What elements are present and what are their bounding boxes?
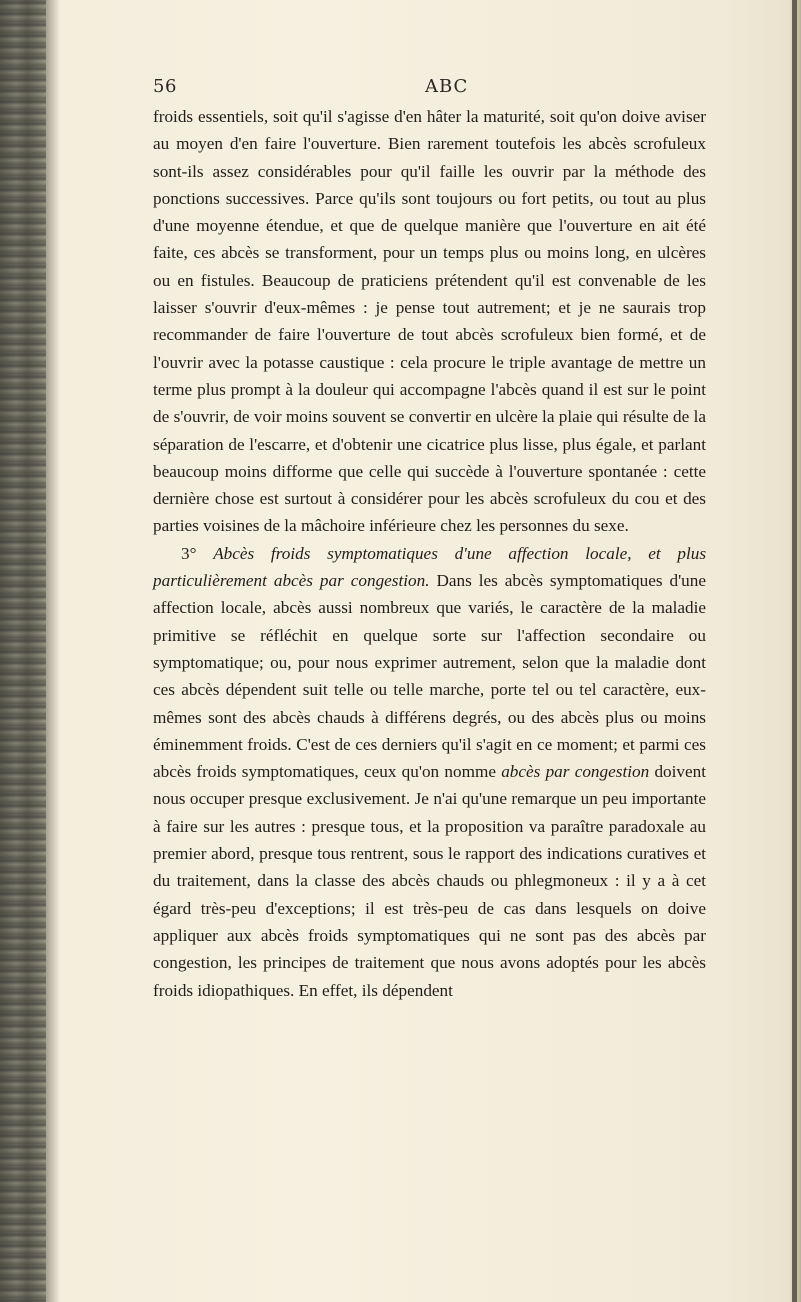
paragraph-2-text-b: doivent nous occuper presque exclusivement. Je n'ai qu'une remarque un peu importante à faire sur les autres : presque tous, et la proposition va paraître paradoxale au premier abord, presque tous rentrent, sous le rapport des indications curatives et du traitement, dans la classe des abcès chauds ou phlegmoneux : il y a à cet égard très-peu d'exceptions; il est très-peu de cas dans lesquels on doive appliquer aux abcès froids symptomatiques qui ne sont pas des abcès par congestion, les principes de traitement que nous avons adoptés pour les abcès froids idiopathiques. En effet, ils dépendent bbox=[153, 762, 706, 1000]
page-edge-shadow bbox=[792, 0, 797, 1302]
paragraph-2 bbox=[153, 540, 706, 1004]
running-head: ABC bbox=[425, 76, 469, 97]
paragraph-2-text-a: Dans les abcès symptomatiques d'une affection locale, abcès aussi nombreux que variés, le caractère de la maladie primitive se réfléchit en quelque sorte sur l'affection secondaire ou symptomatique; ou, pour nous exprimer autrement, selon que la maladie dont ces abcès dépendent suit telle ou telle marche, porte tel ou tel caractère, eux-mêmes sont des abcès chauds à différens degrés, ou des abcès plus ou moins éminemment froids. C'est de ces derniers qu'il s'agit en ce moment; et parmi ces abcès froids symptomatiques, ceux qu'on nomme bbox=[153, 571, 706, 782]
page-header bbox=[153, 76, 683, 106]
paragraph-1: froids essentiels, soit qu'il s'agisse d'en hâter la maturité, soit qu'on doive aviser au moyen d'en faire l'ouverture. Bien rarement toutefois les abcès scrofuleux sont-ils assez considérables pour qu'il faille les ouvrir par la méthode des ponctions successives. Parce qu'ils sont toujours ou fort petits, ou tout au plus d'une moyenne étendue, et que de quelque manière que l'ouverture en ait été faite, ces abcès se transforment, pour un temps plus ou moins long, en ulcères ou en fistules. Beaucoup de praticiens prétendent qu'il est convenable de les laisser s'ouvrir d'eux-mêmes : je pense tout autrement; et je ne saurais trop recommander de faire l'ouverture de tout abcès scrofuleux bien formé, et de l'ouvrir avec la potasse caustique : cela procure le triple avantage de mettre un terme plus prompt à la douleur qui accompagne l'abcès quand il est sur le point de s'ouvrir, de voir moins souvent se convertir en ulcère la plaie qui résulte de la séparation de l'escarre, et d'obtenir une cicatrice plus lisse, plus égale, et parlant beaucoup moins difforme que celle qui succède à l'ouverture spontanée : cette dernière chose est surtout à considérer pour les abcès scrofuleux du cou et des parties voisines de la mâchoire inférieure chez les personnes du sexe. bbox=[153, 107, 706, 536]
page-number: 56 bbox=[153, 76, 177, 97]
body-text bbox=[153, 103, 706, 1004]
section-number: 3° bbox=[181, 543, 214, 563]
binding-gutter bbox=[0, 0, 46, 1302]
binding-shadow bbox=[46, 0, 60, 1302]
section-heading: Abcès froids symptomatiques d'une affection locale, et plus particulièrement abcès par congestion. bbox=[153, 543, 707, 591]
italic-term: abcès par congestion bbox=[501, 762, 650, 782]
